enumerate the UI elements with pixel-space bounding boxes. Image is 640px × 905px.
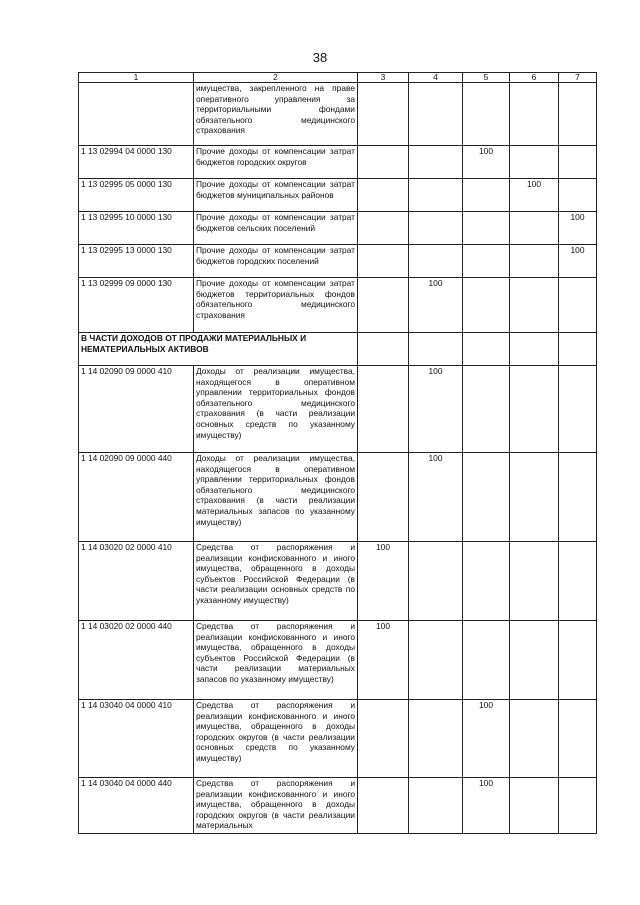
value-col-4 xyxy=(409,146,463,179)
value-col-5 xyxy=(463,83,510,146)
value-col-5 xyxy=(463,278,510,333)
header-row xyxy=(79,73,597,83)
value-col-6 xyxy=(510,778,559,834)
value-col-5: 100 xyxy=(463,778,510,834)
budget-code: 1 13 02999 09 0000 130 xyxy=(79,278,194,333)
value-col-5: 100 xyxy=(463,700,510,778)
value-col-7: 100 xyxy=(559,245,597,278)
value-col-6 xyxy=(510,278,559,333)
column-header-3: 3 xyxy=(358,73,409,83)
budget-code: 1 13 02995 10 0000 130 xyxy=(79,212,194,245)
budget-code xyxy=(79,83,194,146)
value-col-4: 100 xyxy=(409,453,463,542)
value-col-7 xyxy=(559,453,597,542)
value-col-5 xyxy=(463,212,510,245)
column-header-7: 7 xyxy=(559,73,597,83)
value-col-6 xyxy=(510,621,559,700)
value-col-5 xyxy=(463,179,510,212)
value-col-6 xyxy=(510,245,559,278)
value-col-6 xyxy=(510,700,559,778)
value-col-7 xyxy=(559,83,597,146)
table-row xyxy=(79,278,597,333)
value-col-4 xyxy=(409,83,463,146)
revenue-name: Доходы от реализации имущества, находящегося в оперативном управлении территориальных фондов обязательного медицинского страхования (в части реализации материальных запасов по указанному имуществу) xyxy=(194,453,358,542)
value-col-5 xyxy=(463,542,510,621)
value-col-4 xyxy=(409,700,463,778)
budget-code: 1 14 03020 02 0000 440 xyxy=(79,621,194,700)
value-col-6 xyxy=(510,146,559,179)
value-col-6 xyxy=(510,542,559,621)
budget-code: 1 13 02995 05 0000 130 xyxy=(79,179,194,212)
budget-code: 1 14 02090 09 0000 440 xyxy=(79,453,194,542)
value-col-5 xyxy=(463,245,510,278)
table-row xyxy=(79,245,597,278)
budget-code: 1 14 03040 04 0000 440 xyxy=(79,778,194,834)
column-header-6: 6 xyxy=(510,73,559,83)
value-col-3 xyxy=(358,778,409,834)
revenue-distribution-table xyxy=(78,72,597,834)
table-row xyxy=(79,179,597,212)
value-col-7: 100 xyxy=(559,212,597,245)
budget-code: 1 14 03040 04 0000 410 xyxy=(79,700,194,778)
table-row xyxy=(79,453,597,542)
value-col-3 xyxy=(358,146,409,179)
table-row xyxy=(79,542,597,621)
value-col-7 xyxy=(559,366,597,453)
column-header-5: 5 xyxy=(463,73,510,83)
value-col-4: 100 xyxy=(409,278,463,333)
value-col-4: 100 xyxy=(409,366,463,453)
value-col-3: 100 xyxy=(358,542,409,621)
value-col-4 xyxy=(409,245,463,278)
revenue-name: Прочие доходы от компенсации затрат бюджетов городских округов xyxy=(194,146,358,179)
page-number: 38 xyxy=(312,50,328,65)
value-col-3 xyxy=(358,700,409,778)
value-col-6: 100 xyxy=(510,179,559,212)
revenue-name: Прочие доходы от компенсации затрат бюджетов сельских поселений xyxy=(194,212,358,245)
value-col-3 xyxy=(358,366,409,453)
budget-code: 1 13 02994 04 0000 130 xyxy=(79,146,194,179)
value-col-5 xyxy=(463,366,510,453)
value-col-3 xyxy=(358,453,409,542)
budget-code: 1 14 02090 09 0000 410 xyxy=(79,366,194,453)
revenue-name: Прочие доходы от компенсации затрат бюджетов территориальных фондов обязательного медицинского страхования xyxy=(194,278,358,333)
value-col-4 xyxy=(409,179,463,212)
column-header-4: 4 xyxy=(409,73,463,83)
value-col-7 xyxy=(559,146,597,179)
table-row xyxy=(79,212,597,245)
value-col-3 xyxy=(358,179,409,212)
value-col-4 xyxy=(409,778,463,834)
budget-code: 1 14 03020 02 0000 410 xyxy=(79,542,194,621)
revenue-name: Доходы от реализации имущества, находящегося в оперативном управлении территориальных фондов обязательного медицинского страхования (в части реализации основных средств по указанному имуществу) xyxy=(194,366,358,453)
table-row xyxy=(79,700,597,778)
value-col-5 xyxy=(463,621,510,700)
revenue-name: Средства от распоряжения и реализации конфискованного и иного имущества, обращенного в доходы субъектов Российской Федерации (в части реализации основных средств по указанному имуществу) xyxy=(194,542,358,621)
value-col-7 xyxy=(559,542,597,621)
value-col-5 xyxy=(463,453,510,542)
table-row xyxy=(79,83,597,146)
value-col-7 xyxy=(559,700,597,778)
value-col-6 xyxy=(510,83,559,146)
value-col-3 xyxy=(358,83,409,146)
revenue-name: Средства от распоряжения и реализации конфискованного и иного имущества, обращенного в доходы городских округов (в части реализации основных средств по указанному имуществу) xyxy=(194,700,358,778)
value-col-3 xyxy=(358,212,409,245)
table-row xyxy=(79,146,597,179)
revenue-name: Прочие доходы от компенсации затрат бюджетов городских поселений xyxy=(194,245,358,278)
revenue-name: имущества, закрепленного на праве оперативного управления за территориальными фондами обязательного медицинского страхования xyxy=(194,83,358,146)
value-col-7 xyxy=(559,778,597,834)
value-col-7 xyxy=(559,179,597,212)
value-col-7 xyxy=(559,278,597,333)
section-heading: В ЧАСТИ ДОХОДОВ ОТ ПРОДАЖИ МАТЕРИАЛЬНЫХ И НЕМАТЕРИАЛЬНЫХ АКТИВОВ xyxy=(79,333,358,366)
revenue-name: Прочие доходы от компенсации затрат бюджетов муниципальных районов xyxy=(194,179,358,212)
table-row xyxy=(79,778,597,834)
value-col-6 xyxy=(510,212,559,245)
revenue-name: Средства от распоряжения и реализации конфискованного и иного имущества, обращенного в доходы городских округов (в части реализации материальных xyxy=(194,778,358,834)
section-row xyxy=(79,333,597,366)
value-col-3: 100 xyxy=(358,621,409,700)
value-col-7 xyxy=(559,621,597,700)
value-col-4 xyxy=(409,621,463,700)
column-header-1: 1 xyxy=(79,73,194,83)
table-row xyxy=(79,621,597,700)
value-col-4 xyxy=(409,542,463,621)
value-col-6 xyxy=(510,453,559,542)
value-col-3 xyxy=(358,245,409,278)
table-row xyxy=(79,366,597,453)
value-col-6 xyxy=(510,366,559,453)
value-col-5: 100 xyxy=(463,146,510,179)
revenue-name: Средства от распоряжения и реализации конфискованного и иного имущества, обращенного в доходы субъектов Российской Федерации (в части реализации материальных запасов по указанному имуществу) xyxy=(194,621,358,700)
budget-code: 1 13 02995 13 0000 130 xyxy=(79,245,194,278)
column-header-2: 2 xyxy=(194,73,358,83)
value-col-4 xyxy=(409,212,463,245)
value-col-3 xyxy=(358,278,409,333)
